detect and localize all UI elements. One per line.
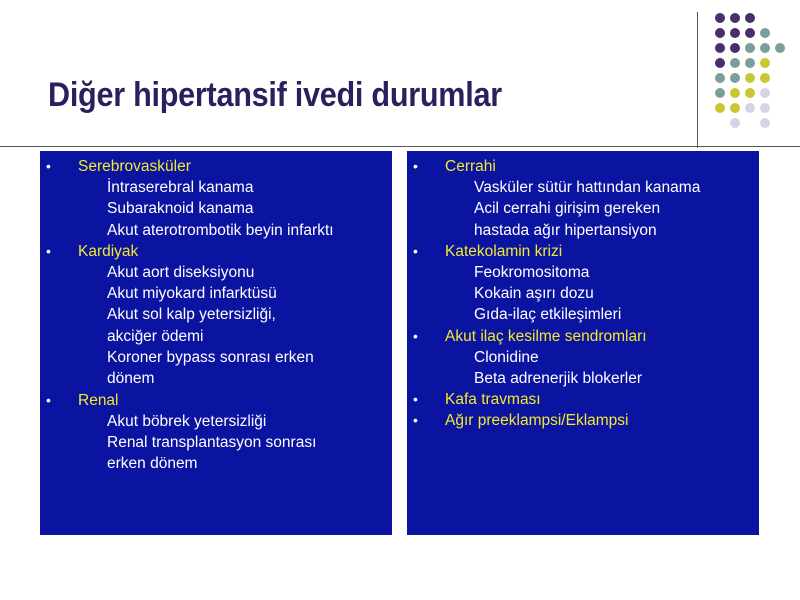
decorative-dot [730,118,740,128]
sub-item: Clonidine [474,348,539,366]
bullet-icon: • [46,158,51,174]
sub-item: Gıda-ilaç etkileşimleri [474,306,622,324]
decorative-dot [760,88,770,98]
category-label: Serebrovasküler [78,158,191,175]
decorative-dot [745,43,755,53]
category-label: Kardiyak [78,242,139,260]
decorative-dot [760,118,770,128]
decorative-dot [715,28,725,38]
category-label: Akut ilaç kesilme sendromları [445,327,647,345]
sub-item: Acil cerrahi girişim gereken [474,200,661,218]
bullet-icon: • [413,412,418,429]
decorative-vertical-line [697,12,698,148]
sub-item: akciğer ödemi [107,327,204,345]
sub-item: Subaraknoid kanama [107,200,254,218]
bullet-icon: • [413,327,418,344]
category-item [407,156,759,177]
decorative-dot [760,103,770,113]
sub-item: Koroner bypass sonrası erken [107,349,314,367]
sub-item: Akut miyokard infarktüsü [107,285,277,303]
decorative-dot [730,58,740,68]
decorative-dot [745,58,755,68]
decorative-dot [715,13,725,23]
decorative-dot [760,58,770,68]
decorative-dot [775,43,785,53]
decorative-horizontal-line [0,146,800,147]
decorative-dot [760,28,770,38]
sub-item: Akut sol kalp yetersizliği, [107,306,276,324]
bullet-icon: • [413,242,418,259]
decorative-dot [730,28,740,38]
sub-item: Akut böbrek yetersizliği [107,412,267,430]
decorative-dot [715,73,725,83]
bullet-icon: • [46,391,51,408]
bullet-icon: • [413,158,418,174]
sub-item: İntraserebral kanama [107,179,254,196]
sub-item: Akut aterotrombotik beyin infarktı [107,221,334,239]
category-item [40,156,392,177]
decorative-dot [715,43,725,53]
decorative-dot [730,43,740,53]
sub-item: Beta adrenerjik blokerler [474,370,643,388]
category-item [407,241,759,262]
bullet-icon: • [46,242,51,259]
category-item [40,241,392,262]
sub-item: Renal transplantasyon sonrası [107,433,317,451]
decorative-dot [730,13,740,23]
category-label: Ağır preeklampsi/Eklampsi [445,412,629,430]
decorative-dot [715,103,725,113]
category-label: Kafa travması [445,391,541,409]
decorative-dot [760,43,770,53]
category-label: Katekolamin krizi [445,242,563,260]
left-content-panel [40,151,392,535]
sub-item: Feokromositoma [474,263,590,281]
sub-item: dönem [107,370,155,388]
category-label: Renal [78,391,119,409]
sub-item: Kokain aşırı dozu [474,285,594,303]
bullet-icon: • [413,391,418,408]
category-item [407,389,759,410]
decorative-dot [730,73,740,83]
decorative-dot [745,28,755,38]
slide-title: Diğer hipertansif ivedi durumlar [48,76,502,114]
right-content-panel [407,151,759,535]
category-label: Cerrahi [445,158,496,175]
decorative-dot [730,103,740,113]
category-item [407,410,759,431]
decorative-dot [745,103,755,113]
decorative-dot [760,73,770,83]
decorative-dot [730,88,740,98]
decorative-dot [745,13,755,23]
category-item [40,390,392,411]
sub-item: hastada ağır hipertansiyon [474,221,657,239]
decorative-dot [745,88,755,98]
sub-item: Vasküler sütür hattından kanama [474,179,701,196]
sub-item: erken dönem [107,455,198,473]
category-item [407,326,759,347]
decorative-dot [745,73,755,83]
decorative-dot [715,88,725,98]
sub-item: Akut aort diseksiyonu [107,263,255,281]
decorative-dot [715,58,725,68]
